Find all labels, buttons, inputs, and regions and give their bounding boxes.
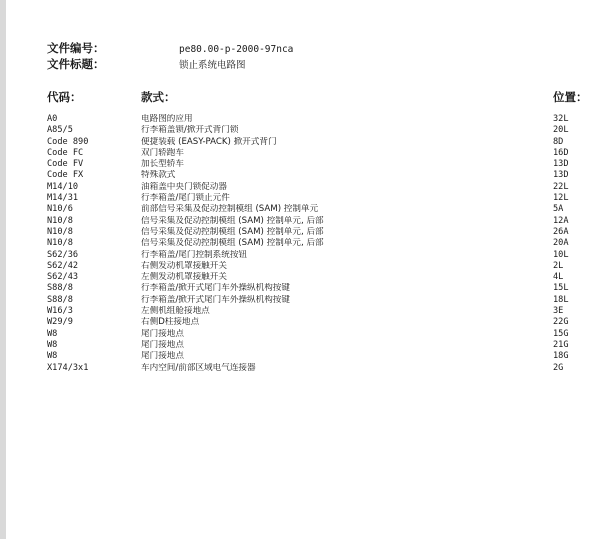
row-desc: 尾门接地点: [141, 339, 184, 350]
row-pos: 2G: [553, 362, 564, 373]
row-desc: 行李箱盖/掀开式尾门车外操纵机构按键: [141, 283, 290, 294]
file-title-row: [47, 56, 592, 72]
table-row: [47, 114, 592, 125]
row-code: S62/42: [47, 260, 79, 271]
header-code: 代码：: [47, 90, 82, 104]
row-code: W16/3: [47, 306, 73, 317]
document-body: [47, 40, 592, 374]
row-pos: 15L: [553, 283, 569, 294]
row-desc: 行李箱盖/尾门控制系统按钮: [141, 249, 248, 260]
row-pos: 12L: [553, 193, 569, 204]
row-code: M14/10: [47, 181, 79, 192]
row-desc: 电路图的应用: [141, 114, 193, 124]
row-code: W8: [47, 328, 58, 339]
table-row: [47, 283, 592, 294]
row-pos: 21G: [553, 339, 569, 350]
row-code: W29/9: [47, 317, 73, 328]
row-pos: 16D: [553, 147, 569, 158]
row-code: N10/6: [47, 204, 73, 215]
row-pos: 5A: [553, 204, 564, 215]
row-pos: 13D: [553, 159, 569, 170]
row-desc: 右侧发动机罩接触开关: [141, 260, 227, 271]
table-row: [47, 272, 592, 283]
row-desc: 信号采集及促动控制模组 (SAM) 控制单元, 后部: [141, 215, 324, 226]
row-pos: 3E: [553, 306, 564, 317]
table-row: [47, 148, 592, 159]
row-code: M14/31: [47, 193, 79, 204]
table-row: [47, 329, 592, 340]
row-desc: 车内空间/前部区域电气连接器: [141, 362, 256, 373]
left-margin-bar: [0, 0, 6, 539]
row-pos: 32L: [553, 114, 569, 124]
table-row: [47, 238, 592, 249]
row-desc: 行李箱盖/掀开式尾门车外操纵机构按键: [141, 294, 290, 305]
row-code: Code 890: [47, 136, 89, 147]
row-pos: 15G: [553, 328, 569, 339]
table-row: [47, 351, 592, 362]
row-pos: 20L: [553, 125, 569, 136]
table-row: [47, 250, 592, 261]
table-row: [47, 216, 592, 227]
file-number-value: pe80.00-p-2000-97nca: [179, 44, 294, 55]
file-number-label: 文件编号：: [47, 41, 105, 55]
row-desc: 双门轿跑车: [141, 147, 184, 158]
row-desc: 尾门接地点: [141, 328, 184, 339]
row-pos: 26A: [553, 226, 569, 237]
row-desc: 尾门接地点: [141, 351, 184, 362]
row-code: N10/8: [47, 215, 73, 226]
file-title-label: 文件标题：: [47, 57, 105, 71]
row-code: Code FC: [47, 147, 84, 158]
row-pos: 22L: [553, 181, 569, 192]
row-code: S62/43: [47, 272, 79, 283]
header-desc: 款式：: [141, 90, 176, 104]
table-row: [47, 182, 592, 193]
row-desc: 特殊款式: [141, 170, 176, 181]
table-row: [47, 137, 592, 148]
row-code: W8: [47, 351, 58, 362]
row-pos: 20A: [553, 238, 569, 249]
row-pos: 18L: [553, 294, 569, 305]
row-desc: 信号采集及促动控制模组 (SAM) 控制单元, 后部: [141, 226, 324, 237]
row-desc: 右侧D柱接地点: [141, 317, 200, 328]
row-pos: 8D: [553, 136, 564, 147]
table-row: [47, 159, 592, 170]
table-row: [47, 193, 592, 204]
row-pos: 13D: [553, 170, 569, 181]
table-row: [47, 317, 592, 328]
row-code: Code FX: [47, 170, 84, 181]
file-title-value: 锁止系统电路图: [179, 60, 246, 71]
table-row: [47, 295, 592, 306]
file-number-row: [47, 40, 592, 56]
row-code: S88/8: [47, 294, 73, 305]
row-code: A0: [47, 114, 58, 124]
row-desc: 前部信号采集及促动控制模组 (SAM) 控制单元: [141, 204, 319, 215]
row-desc: 信号采集及促动控制模组 (SAM) 控制单元, 后部: [141, 238, 324, 249]
row-pos: 18G: [553, 351, 569, 362]
row-desc: 便捷装载 (EASY-PACK) 掀开式背门: [141, 136, 277, 147]
table-row: [47, 340, 592, 351]
table-row: [47, 125, 592, 136]
row-pos: 12A: [553, 215, 569, 226]
row-desc: 行李箱盖/尾门锁止元件: [141, 193, 230, 204]
row-code: A85/5: [47, 125, 73, 136]
row-pos: 4L: [553, 272, 564, 283]
header-pos: 位置：: [553, 90, 588, 104]
table-header: [47, 89, 592, 109]
row-desc: 油箱盖中央门锁促动器: [141, 181, 227, 192]
row-pos: 2L: [553, 260, 564, 271]
row-code: Code FV: [47, 159, 84, 170]
row-code: W8: [47, 339, 58, 350]
row-code: S62/36: [47, 249, 79, 260]
row-desc: 行李箱盖锁/掀开式背门锁: [141, 125, 239, 136]
table-row: [47, 363, 592, 374]
row-pos: 22G: [553, 317, 569, 328]
row-code: N10/8: [47, 238, 73, 249]
row-pos: 10L: [553, 249, 569, 260]
table-row: [47, 306, 592, 317]
table-row: [47, 261, 592, 272]
row-code: N10/8: [47, 226, 73, 237]
row-code: S88/8: [47, 283, 73, 294]
table-row: [47, 204, 592, 215]
table-body: [47, 114, 592, 374]
table-row: [47, 227, 592, 238]
row-desc: 左侧发动机罩接触开关: [141, 272, 227, 283]
row-desc: 加长型轿车: [141, 159, 184, 170]
row-desc: 左侧机组舱接地点: [141, 306, 210, 317]
table-row: [47, 170, 592, 181]
row-code: X174/3x1: [47, 362, 89, 373]
